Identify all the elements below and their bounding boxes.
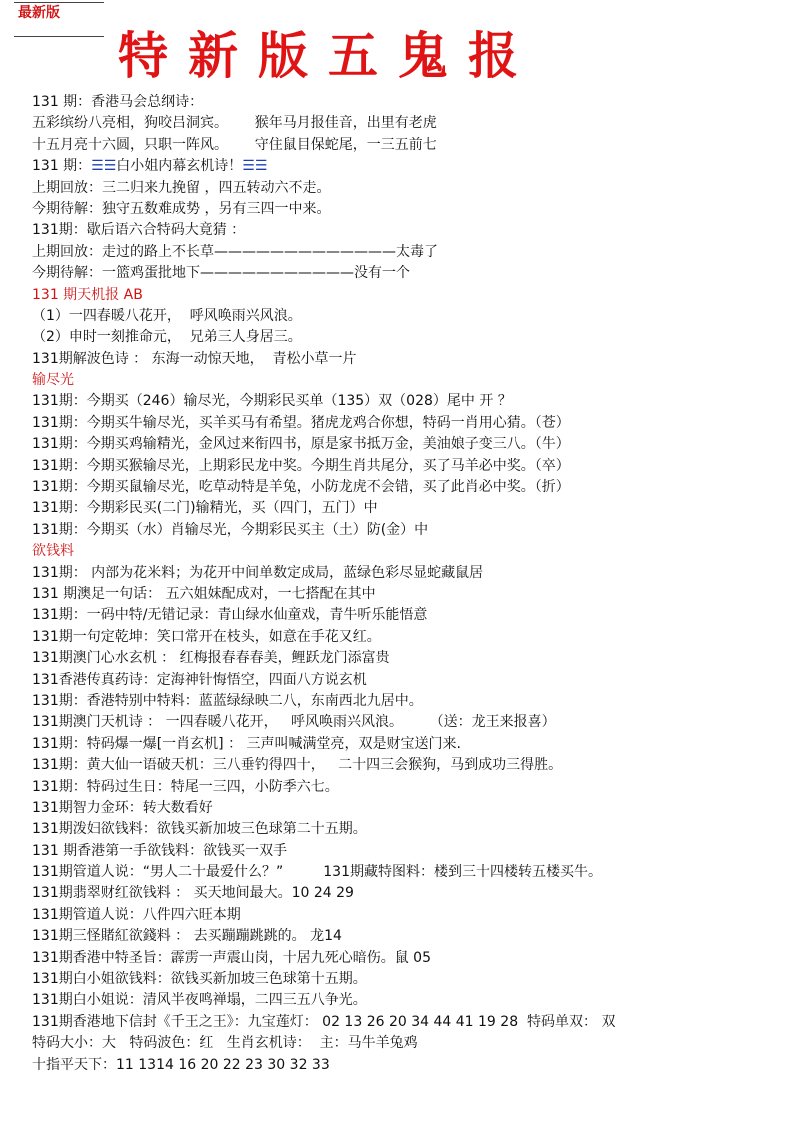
text-line: 131期：特码过生日：特尾一三四，小防季六七。 [32, 778, 339, 795]
text-line: 131期管道人说：八件四六旺本期 [32, 906, 241, 923]
text-fragment: 白小姐内幕玄机诗！ [116, 158, 243, 175]
text-line: 131期香港中特圣旨：霹雳一声震山岗，十居九死心暗伤。鼠 05 [32, 949, 431, 966]
section-heading: 输尽光 [32, 372, 74, 389]
section-heading: 欲钱料 [32, 543, 74, 560]
text-line: 131期澳门天机诗 ： 一四春暖八花开， 呼风唤雨兴风浪。 （送：龙王来报喜） [32, 714, 556, 731]
text-line: 131期：今期买猴输尽光，上期彩民龙中奖。今期生肖共尾分，买了马羊必中奖。（卒） [32, 457, 570, 474]
badge-bottom-rule [14, 36, 104, 37]
text-line: 131期：今期彩民买(二门)输精光，买（四门，五门）中 [32, 500, 378, 517]
text-line: 131期泼妇欲钱料：欲钱买新加坡三色球第二十五期。 [32, 821, 367, 838]
text-line [32, 156, 787, 177]
text-line: 131期管道人说：“男人二十最爱什么？” 131期藏特图料：楼到三十四楼转五楼买牛。 [32, 864, 602, 881]
text-line: 131期： 内部为花米料；为花开中间单数定成局，蓝绿色彩尽显蛇藏鼠居 [32, 564, 484, 581]
text-line: 131期：今期买（246）输尽光，今期彩民买单（135）双（028）尾中 开 ？ [32, 393, 512, 410]
trigram-icon: ☰☰ [91, 158, 117, 175]
text-line: 131期：今期买牛输尽光，买羊买马有希望。猪虎龙鸡合你想，特码一肖用心猜。（苍） [32, 414, 570, 431]
text-line: 131期三怪賭紅欲錢料 ： 去买蹦蹦跳跳的。 龙14 [32, 928, 342, 945]
badge-top-rule [14, 2, 104, 3]
text-line: 131期：今期买鸡输精光，金风过来衔四书，原是家书抵万金，美油娘子变三八。（牛） [32, 436, 570, 453]
text-line: 131期：今期买（水）肖输尽光，今期彩民买主（土）防(金）中 [32, 521, 429, 538]
text-line: 131 期：香港马会总纲诗： [32, 94, 204, 110]
text-line: 131香港传真药诗：定海神针悔悟空，四面八方说玄机 [32, 671, 367, 688]
text-line: 今期待解：独守五数难成势 ，另有三四一中来。 [32, 200, 331, 217]
text-line: 131期翡翠财红欲钱料 ： 买天地间最大。10 24 29 [32, 885, 354, 902]
text-line: 十五月亮十六圆，只职一阵风。 守住鼠目保蛇尾，一三五前七 [32, 136, 437, 153]
text-line: 131期解波色诗 ： 东海一动惊天地， 青松小草一片 [32, 350, 357, 367]
text-line: 131期澳门心水玄机 ： 红梅报春春春美，鲤跃龙门添富贵 [32, 650, 390, 667]
text-line: 131期：今期买鼠输尽光，吃草动特是羊兔，小防龙虎不会错，买了此肖必中奖。（折） [32, 479, 570, 496]
text-line: 特码大小：大 特码波色：红 生肖玄机诗： 主：马牛羊兔鸡 [32, 1035, 418, 1052]
text-line: 131期一句定乾坤：笑口常开在枝头，如意在手花又红。 [32, 628, 381, 645]
trigram-icon: ☰☰ [242, 158, 268, 175]
text-line: 上期回放：三二归来九挽留 ，四五转动六不走。 [32, 179, 331, 196]
text-line: 十指平天下：11 1314 16 20 22 23 30 32 33 [32, 1056, 330, 1073]
section-heading: 131 期天机报 AB [32, 286, 143, 303]
text-fragment: 131 期： [32, 158, 92, 175]
article-body [32, 92, 787, 1076]
page-title: 特新版五鬼报 [118, 26, 538, 85]
text-line: 131期：歇后语六合特码大竟猜 ： [32, 222, 246, 239]
text-line: 131期：黄大仙一语破天机：三八垂钓得四十， 二十四三会猴狗，马到成功三得胜。 [32, 757, 563, 774]
latest-version-badge: 最新版 [18, 5, 60, 21]
text-line: 今期待解：一篮鸡蛋批地下———————————没有一个 [32, 265, 410, 282]
text-line: 131期智力金环：转大数看好 [32, 799, 213, 816]
text-line: 131期：一码中特/无错记录：青山绿水仙童戏，青牛听乐能悟意 [32, 607, 428, 624]
text-line: 131 期澳足一句话： 五六姐妹配成对，一七搭配在其中 [32, 585, 376, 602]
text-line: （1）一四春暖八花开， 呼风唤雨兴风浪。 [32, 307, 302, 324]
text-line: 131期香港地下信封《千王之王》：九宝莲灯： 02 13 26 20 34 44 41 19 28 特码单双： 双 [32, 1013, 616, 1030]
text-line: 131期白小姐说：清风半夜鸣禅塌，二四三五八争光。 [32, 992, 367, 1009]
text-line: 131 期香港第一手欲钱料：欲钱买一双手 [32, 842, 288, 859]
text-line: 131期白小姐欲钱料：欲钱买新加坡三色球第十五期。 [32, 971, 367, 988]
text-line: 上期回放：走过的路上不长草—————————————太毒了 [32, 243, 438, 260]
text-line: 五彩缤纷八亮相，狗咬吕洞宾。 猴年马月报佳音，出里有老虎 [32, 115, 437, 132]
text-line: （2）申时一刻推命元， 兄弟三人身居三。 [32, 329, 302, 346]
text-line: 131期：香港特别中特料：蓝蓝绿绿映二八，东南西北九居中。 [32, 692, 423, 709]
text-line: 131期：特码爆一爆[一肖玄机] ： 三声叫喊满堂亮，双是财宝送门来. [32, 735, 461, 752]
